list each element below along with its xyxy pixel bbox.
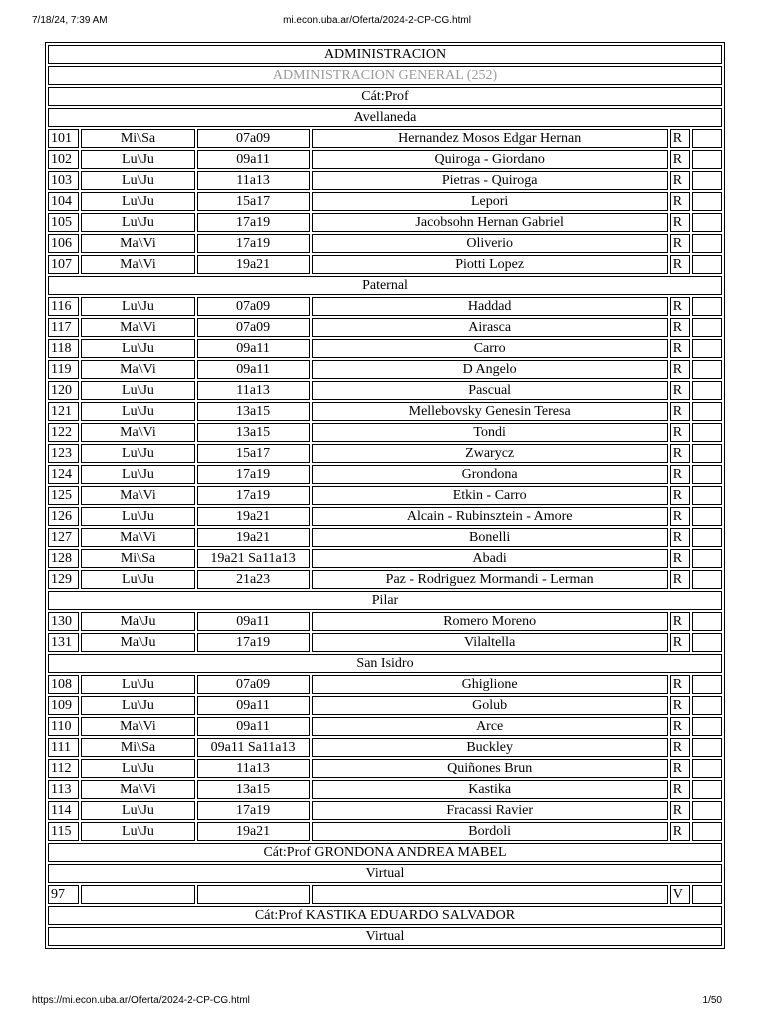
course-row (48, 780, 722, 799)
course-extra (692, 675, 722, 694)
course-mode: R (670, 255, 690, 274)
section-header: Cát:Prof KASTIKA EDUARDO SALVADOR (48, 906, 722, 925)
course-professor: Quiroga - Giordano (312, 150, 668, 169)
section-header: Pilar (48, 591, 722, 610)
course-professor: Buckley (312, 738, 668, 757)
course-days: Lu\Ju (81, 507, 194, 526)
section-header-row (48, 927, 722, 946)
course-code: 113 (48, 780, 79, 799)
course-professor: Haddad (312, 297, 668, 316)
course-days: Lu\Ju (81, 570, 194, 589)
course-extra (692, 528, 722, 547)
course-time: 11a13 (197, 171, 310, 190)
course-mode: R (670, 759, 690, 778)
course-code: 114 (48, 801, 79, 820)
course-days: Mi\Sa (81, 738, 194, 757)
course-days: Lu\Ju (81, 675, 194, 694)
course-time: 11a13 (197, 759, 310, 778)
section-header: Virtual (48, 927, 722, 946)
course-extra (692, 192, 722, 211)
course-row (48, 213, 722, 232)
section-header-row (48, 45, 722, 64)
course-extra (692, 780, 722, 799)
course-time: 17a19 (197, 633, 310, 652)
course-mode: R (670, 717, 690, 736)
course-row (48, 801, 722, 820)
course-mode: R (670, 633, 690, 652)
section-header: Cát:Prof GRONDONA ANDREA MABEL (48, 843, 722, 862)
course-time: 13a15 (197, 402, 310, 421)
course-time: 09a11 Sa11a13 (197, 738, 310, 757)
section-header-row (48, 843, 722, 862)
course-professor (312, 885, 668, 904)
course-row (48, 696, 722, 715)
course-days: Lu\Ju (81, 213, 194, 232)
course-extra (692, 696, 722, 715)
course-mode: R (670, 234, 690, 253)
course-row (48, 192, 722, 211)
section-header: Cát:Prof (48, 87, 722, 106)
course-professor: Piotti Lopez (312, 255, 668, 274)
course-days: Lu\Ju (81, 381, 194, 400)
course-row (48, 759, 722, 778)
course-time: 13a15 (197, 423, 310, 442)
section-header-row (48, 87, 722, 106)
course-code: 106 (48, 234, 79, 253)
course-code: 122 (48, 423, 79, 442)
course-row (48, 486, 722, 505)
course-code: 123 (48, 444, 79, 463)
course-code: 112 (48, 759, 79, 778)
course-code: 128 (48, 549, 79, 568)
course-time: 15a17 (197, 444, 310, 463)
course-extra (692, 360, 722, 379)
course-row (48, 738, 722, 757)
print-datetime: 7/18/24, 7:39 AM (32, 15, 108, 26)
course-row (48, 675, 722, 694)
course-code: 102 (48, 150, 79, 169)
course-professor: Fracassi Ravier (312, 801, 668, 820)
course-code: 130 (48, 612, 79, 631)
section-header-row (48, 906, 722, 925)
course-days: Ma\Ju (81, 612, 194, 631)
course-code: 116 (48, 297, 79, 316)
course-time: 15a17 (197, 192, 310, 211)
course-professor: Mellebovsky Genesin Teresa (312, 402, 668, 421)
course-code: 103 (48, 171, 79, 190)
course-row (48, 171, 722, 190)
course-time: 09a11 (197, 612, 310, 631)
course-row (48, 612, 722, 631)
course-mode: R (670, 549, 690, 568)
course-mode: R (670, 612, 690, 631)
course-days: Lu\Ju (81, 801, 194, 820)
course-professor: Bonelli (312, 528, 668, 547)
course-extra (692, 381, 722, 400)
course-time: 19a21 (197, 255, 310, 274)
course-code: 97 (48, 885, 79, 904)
course-days: Lu\Ju (81, 297, 194, 316)
course-extra (692, 339, 722, 358)
course-time: 09a11 (197, 339, 310, 358)
course-code: 101 (48, 129, 79, 148)
course-time: 17a19 (197, 801, 310, 820)
course-days: Lu\Ju (81, 339, 194, 358)
course-professor: Oliverio (312, 234, 668, 253)
course-days: Ma\Vi (81, 255, 194, 274)
course-time: 17a19 (197, 486, 310, 505)
course-extra (692, 402, 722, 421)
course-days: Lu\Ju (81, 192, 194, 211)
course-days: Ma\Vi (81, 318, 194, 337)
course-row (48, 129, 722, 148)
print-page-title: mi.econ.uba.ar/Oferta/2024-2-CP-CG.html (283, 15, 471, 26)
course-row (48, 549, 722, 568)
course-extra (692, 150, 722, 169)
course-code: 125 (48, 486, 79, 505)
course-professor: Lepori (312, 192, 668, 211)
course-professor: Pascual (312, 381, 668, 400)
course-code: 118 (48, 339, 79, 358)
course-row (48, 297, 722, 316)
course-extra (692, 486, 722, 505)
course-row (48, 381, 722, 400)
section-header-row (48, 276, 722, 295)
document-sheet (45, 42, 725, 987)
course-professor: Pietras - Quiroga (312, 171, 668, 190)
course-code: 121 (48, 402, 79, 421)
course-mode: R (670, 528, 690, 547)
course-mode: R (670, 360, 690, 379)
course-time: 21a23 (197, 570, 310, 589)
course-mode: R (670, 465, 690, 484)
course-mode: R (670, 696, 690, 715)
course-professor: Abadi (312, 549, 668, 568)
course-row (48, 150, 722, 169)
course-time: 17a19 (197, 213, 310, 232)
course-extra (692, 255, 722, 274)
course-code: 110 (48, 717, 79, 736)
section-header-row (48, 654, 722, 673)
course-code: 127 (48, 528, 79, 547)
course-days: Ma\Vi (81, 234, 194, 253)
course-professor: Arce (312, 717, 668, 736)
course-row (48, 717, 722, 736)
section-header: San Isidro (48, 654, 722, 673)
course-mode: R (670, 129, 690, 148)
course-professor: Tondi (312, 423, 668, 442)
section-header-row (48, 66, 722, 85)
course-mode: R (670, 297, 690, 316)
course-extra (692, 465, 722, 484)
section-header-row (48, 108, 722, 127)
course-extra (692, 234, 722, 253)
course-days: Lu\Ju (81, 822, 194, 841)
course-extra (692, 633, 722, 652)
course-days: Lu\Ju (81, 171, 194, 190)
course-mode: V (670, 885, 690, 904)
course-row (48, 360, 722, 379)
course-code: 115 (48, 822, 79, 841)
course-mode: R (670, 801, 690, 820)
course-mode: R (670, 486, 690, 505)
course-code: 111 (48, 738, 79, 757)
course-days: Ma\Vi (81, 528, 194, 547)
course-time: 07a09 (197, 318, 310, 337)
course-time: 09a11 (197, 717, 310, 736)
course-mode: R (670, 318, 690, 337)
course-professor: Alcain - Rubinsztein - Amore (312, 507, 668, 526)
course-days: Ma\Vi (81, 423, 194, 442)
course-extra (692, 801, 722, 820)
course-mode: R (670, 822, 690, 841)
course-time: 07a09 (197, 297, 310, 316)
course-professor: Vilaltella (312, 633, 668, 652)
course-time (197, 885, 310, 904)
course-time: 07a09 (197, 675, 310, 694)
course-mode: R (670, 507, 690, 526)
course-days: Lu\Ju (81, 150, 194, 169)
course-time: 13a15 (197, 780, 310, 799)
course-row (48, 822, 722, 841)
course-time: 09a11 (197, 360, 310, 379)
course-code: 131 (48, 633, 79, 652)
print-page-number: 1/50 (702, 995, 722, 1006)
course-row (48, 528, 722, 547)
section-header: ADMINISTRACION (48, 45, 722, 64)
course-extra (692, 444, 722, 463)
course-time: 17a19 (197, 234, 310, 253)
course-extra (692, 297, 722, 316)
course-row (48, 507, 722, 526)
course-days: Lu\Ju (81, 465, 194, 484)
course-mode: R (670, 402, 690, 421)
course-days: Lu\Ju (81, 402, 194, 421)
course-row (48, 465, 722, 484)
course-row (48, 444, 722, 463)
course-mode: R (670, 150, 690, 169)
section-header-row (48, 864, 722, 883)
section-header: Avellaneda (48, 108, 722, 127)
course-code: 108 (48, 675, 79, 694)
course-extra (692, 759, 722, 778)
course-code: 126 (48, 507, 79, 526)
course-code: 119 (48, 360, 79, 379)
course-code: 104 (48, 192, 79, 211)
section-header: Paternal (48, 276, 722, 295)
course-mode: R (670, 381, 690, 400)
course-extra (692, 318, 722, 337)
course-row (48, 339, 722, 358)
course-professor: Bordoli (312, 822, 668, 841)
course-time: 19a21 (197, 528, 310, 547)
course-row (48, 234, 722, 253)
course-professor: Quiñones Brun (312, 759, 668, 778)
course-days: Mi\Sa (81, 549, 194, 568)
course-professor: Zwarycz (312, 444, 668, 463)
course-professor: Grondona (312, 465, 668, 484)
course-mode: R (670, 192, 690, 211)
course-mode: R (670, 780, 690, 799)
course-offer-table-body (48, 45, 722, 946)
course-professor: Golub (312, 696, 668, 715)
course-extra (692, 213, 722, 232)
course-professor: Hernandez Mosos Edgar Hernan (312, 129, 668, 148)
course-mode: R (670, 423, 690, 442)
course-mode: R (670, 339, 690, 358)
course-professor: Carro (312, 339, 668, 358)
print-url: https://mi.econ.uba.ar/Oferta/2024-2-CP-CG.html (32, 995, 250, 1006)
course-row (48, 633, 722, 652)
course-professor: Etkin - Carro (312, 486, 668, 505)
course-extra (692, 423, 722, 442)
course-days: Lu\Ju (81, 444, 194, 463)
course-days: Ma\Vi (81, 360, 194, 379)
course-extra (692, 822, 722, 841)
course-code: 107 (48, 255, 79, 274)
course-extra (692, 717, 722, 736)
course-extra (692, 738, 722, 757)
course-time: 11a13 (197, 381, 310, 400)
course-days (81, 885, 194, 904)
course-code: 109 (48, 696, 79, 715)
course-extra (692, 549, 722, 568)
course-days: Ma\Ju (81, 633, 194, 652)
course-professor: Airasca (312, 318, 668, 337)
course-extra (692, 885, 722, 904)
course-code: 117 (48, 318, 79, 337)
section-header: Virtual (48, 864, 722, 883)
course-professor: Kastika (312, 780, 668, 799)
course-professor: Paz - Rodriguez Mormandi - Lerman (312, 570, 668, 589)
course-mode: R (670, 738, 690, 757)
course-days: Lu\Ju (81, 696, 194, 715)
course-extra (692, 507, 722, 526)
course-time: 09a11 (197, 696, 310, 715)
course-row (48, 885, 722, 904)
section-header-row (48, 591, 722, 610)
course-mode: R (670, 444, 690, 463)
course-days: Lu\Ju (81, 759, 194, 778)
course-code: 129 (48, 570, 79, 589)
course-extra (692, 570, 722, 589)
course-mode: R (670, 675, 690, 694)
course-time: 07a09 (197, 129, 310, 148)
course-days: Mi\Sa (81, 129, 194, 148)
course-days: Ma\Vi (81, 486, 194, 505)
course-time: 19a21 (197, 822, 310, 841)
print-header (32, 15, 722, 29)
course-time: 09a11 (197, 150, 310, 169)
course-row (48, 423, 722, 442)
course-mode: R (670, 171, 690, 190)
course-professor: Ghiglione (312, 675, 668, 694)
course-mode: R (670, 213, 690, 232)
course-offer-table (45, 42, 725, 949)
course-row (48, 255, 722, 274)
course-extra (692, 612, 722, 631)
course-row (48, 402, 722, 421)
course-mode: R (670, 570, 690, 589)
course-time: 19a21 Sa11a13 (197, 549, 310, 568)
course-code: 124 (48, 465, 79, 484)
print-footer (32, 995, 722, 1009)
course-code: 120 (48, 381, 79, 400)
course-time: 19a21 (197, 507, 310, 526)
course-professor: Romero Moreno (312, 612, 668, 631)
course-code: 105 (48, 213, 79, 232)
course-professor: Jacobsohn Hernan Gabriel (312, 213, 668, 232)
course-days: Ma\Vi (81, 780, 194, 799)
course-extra (692, 129, 722, 148)
course-professor: D Angelo (312, 360, 668, 379)
course-row (48, 570, 722, 589)
course-row (48, 318, 722, 337)
course-time: 17a19 (197, 465, 310, 484)
course-days: Ma\Vi (81, 717, 194, 736)
section-header: ADMINISTRACION GENERAL (252) (48, 66, 722, 85)
course-extra (692, 171, 722, 190)
